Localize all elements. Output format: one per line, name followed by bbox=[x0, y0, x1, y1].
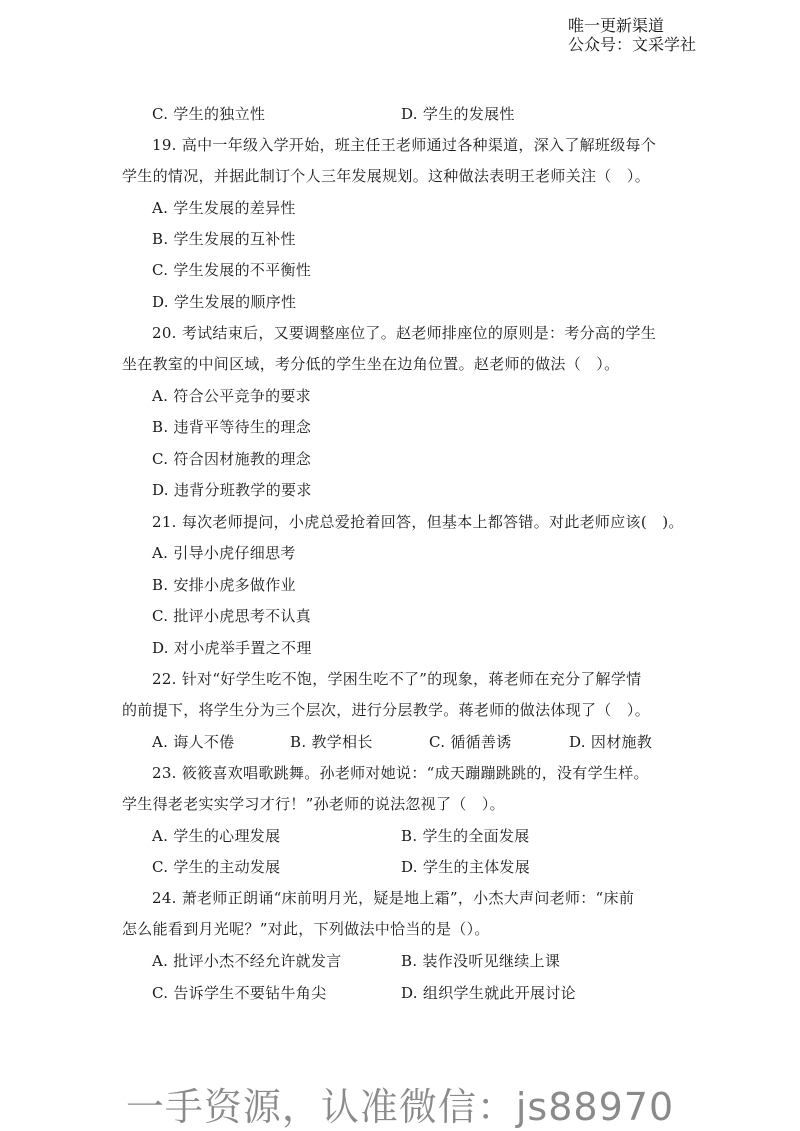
q19-option-c: C. 学生发展的不平衡性 bbox=[152, 261, 312, 279]
q21-option-b: B. 安排小虎多做作业 bbox=[152, 576, 296, 594]
q23-option-a: A. 学生的心理发展 bbox=[152, 827, 281, 845]
q24-stem-line1: 24. 萧老师正朗诵“床前明月光，疑是地上霜”，小杰大声问老师：“床前 bbox=[152, 889, 635, 907]
q22-option-b: B. 教学相长 bbox=[290, 733, 373, 751]
q20-option-d: D. 违背分班教学的要求 bbox=[152, 481, 312, 499]
q21-option-a: A. 引导小虎仔细思考 bbox=[152, 544, 296, 562]
q23-option-b: B. 学生的全面发展 bbox=[401, 827, 530, 845]
q20-stem-line2: 坐在教室的中间区域，考分低的学生坐在边角位置。赵老师的做法（ ）。 bbox=[122, 355, 620, 373]
q20-stem-line1: 20. 考试结束后，又要调整座位了。赵老师排座位的原则是：考分高的学生 bbox=[152, 324, 657, 342]
q20-option-b: B. 违背平等待生的理念 bbox=[152, 418, 312, 436]
q19-option-d: D. 学生发展的顺序性 bbox=[152, 293, 297, 311]
q20-option-c: C. 符合因材施教的理念 bbox=[152, 450, 312, 468]
q22-stem-line1: 22. 针对“好学生吃不饱，学困生吃不了”的现象，蒋老师在充分了解学情 bbox=[152, 670, 642, 688]
footer-watermark-text: 一手资源，认准微信：js88970 bbox=[125, 1085, 675, 1129]
q18-option-c: C. 学生的独立性 bbox=[152, 105, 266, 123]
q21-option-c: C. 批评小虎思考不认真 bbox=[152, 607, 312, 625]
q24-option-d: D. 组织学生就此开展讨论 bbox=[401, 984, 576, 1002]
q21-stem-line1: 21. 每次老师提问，小虎总爱抢着回答，但基本上都答错。对此老师应该( )。 bbox=[152, 513, 684, 531]
q19-stem-line2: 学生的情况，并据此制订个人三年发展规划。这种做法表明王老师关注（ ）。 bbox=[122, 167, 651, 185]
q24-option-b: B. 装作没听见继续上课 bbox=[401, 952, 561, 970]
q24-option-a: A. 批评小杰不经允许就发言 bbox=[152, 952, 342, 970]
channel-note-line1: 唯一更新渠道 bbox=[568, 16, 665, 35]
q22-option-d: D. 因材施教 bbox=[569, 733, 653, 751]
channel-note-line2: 公众号：文采学社 bbox=[568, 35, 697, 54]
q24-option-c: C. 告诉学生不要钻牛角尖 bbox=[152, 984, 327, 1002]
q19-option-a: A. 学生发展的差异性 bbox=[152, 199, 296, 217]
q20-option-a: A. 符合公平竞争的要求 bbox=[152, 387, 311, 405]
channel-note bbox=[568, 16, 696, 54]
q23-option-d: D. 学生的主体发展 bbox=[401, 858, 531, 876]
q23-stem-line2: 学生得老老实实学习才行！”孙老师的说法忽视了（ ）。 bbox=[122, 795, 505, 813]
q21-option-d: D. 对小虎举手置之不理 bbox=[152, 639, 312, 657]
q23-stem-line1: 23. 筱筱喜欢唱歌跳舞。孙老师对她说：“成天蹦蹦跳跳的，没有学生样。 bbox=[152, 764, 649, 782]
q19-option-b: B. 学生发展的互补性 bbox=[152, 230, 296, 248]
q22-option-a: A. 诲人不倦 bbox=[152, 733, 235, 751]
q19-stem-line1: 19. 高中一年级入学开始，班主任王老师通过各种渠道，深入了解班级每个 bbox=[152, 136, 657, 154]
q18-option-d: D. 学生的发展性 bbox=[401, 105, 515, 123]
q22-stem-line2: 的前提下，将学生分为三个层次，进行分层教学。蒋老师的做法体现了（ ）。 bbox=[122, 701, 651, 719]
q23-option-c: C. 学生的主动发展 bbox=[152, 858, 281, 876]
q22-option-c: C. 循循善诱 bbox=[429, 733, 512, 751]
q24-stem-line2: 怎么能看到月光呢？”对此，下列做法中恰当的是（）。 bbox=[122, 920, 490, 938]
